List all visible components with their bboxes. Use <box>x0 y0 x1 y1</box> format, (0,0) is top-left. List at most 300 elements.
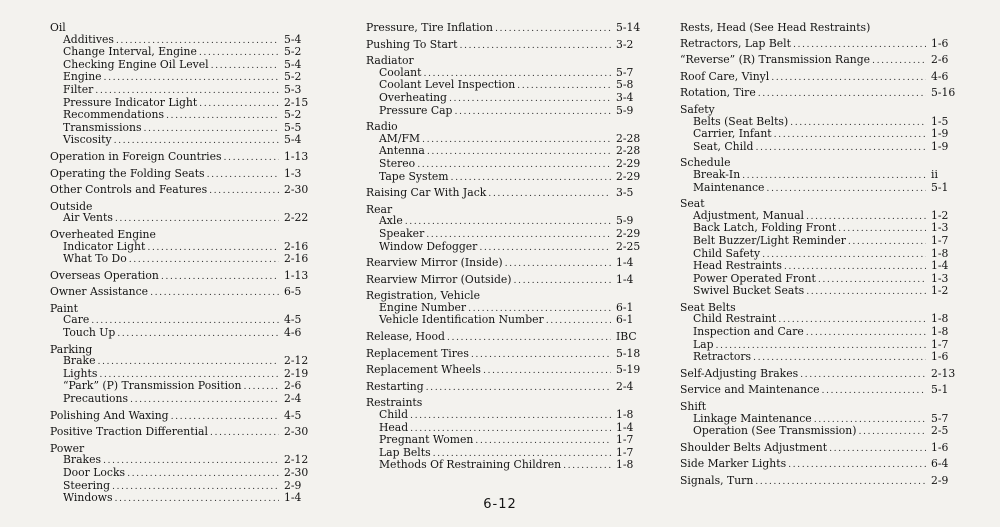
dot-leader <box>459 40 611 52</box>
page-number: 6-12 <box>483 497 517 512</box>
dot-leader <box>210 427 279 439</box>
index-entry <box>680 475 959 488</box>
index-entry <box>680 22 959 34</box>
dot-leader <box>166 110 279 122</box>
index-term: Coolant <box>379 65 422 79</box>
index-term: Steering <box>63 478 110 492</box>
index-term: Pressure Cap <box>379 103 453 117</box>
index-term: Replacement Tires <box>366 346 469 360</box>
page-reference: 5-2 <box>284 70 302 84</box>
dot-leader <box>762 249 926 261</box>
dot-leader <box>495 23 611 35</box>
page-reference: 5-4 <box>284 57 302 71</box>
page-reference: 2-16 <box>284 252 309 266</box>
page-reference: 1-3 <box>284 166 302 180</box>
index-subentry <box>50 46 312 59</box>
index-term: Lights <box>63 366 98 380</box>
page-reference: 3-4 <box>616 90 634 104</box>
page-reference: 1-7 <box>931 233 949 247</box>
dot-leader <box>171 411 279 423</box>
index-term: Engine Number <box>379 300 467 314</box>
index-term: Registration, Vehicle <box>366 289 480 303</box>
index-term: Seat Belts <box>680 300 736 314</box>
index-entry <box>366 274 644 287</box>
dot-leader <box>806 286 926 298</box>
page-reference: 1-9 <box>931 139 949 153</box>
index-term: Brakes <box>63 453 102 467</box>
dot-leader <box>410 410 611 422</box>
index-term: Child Safety <box>693 246 761 260</box>
page-reference: 5-1 <box>931 383 949 397</box>
index-term: Lap <box>693 337 714 351</box>
dot-leader <box>161 271 279 283</box>
dot-leader <box>822 385 926 397</box>
dot-leader <box>800 369 926 381</box>
page-reference: 5-2 <box>284 108 302 122</box>
index-entry-row <box>680 87 959 100</box>
index-entry <box>366 364 644 377</box>
index-term: Rotation, Tire <box>680 86 756 100</box>
dot-leader <box>475 435 611 447</box>
page-reference: 4-5 <box>284 313 302 327</box>
index-subentry <box>680 128 959 141</box>
index-entry-row <box>680 71 959 84</box>
index-entry-row <box>50 168 312 181</box>
page-reference: 6-5 <box>284 285 302 299</box>
index-heading <box>366 121 644 133</box>
page-reference: 5-8 <box>616 78 634 92</box>
page-reference: 4-6 <box>931 69 949 83</box>
index-entry <box>366 331 644 344</box>
index-entry <box>50 270 312 283</box>
index-term: Safety <box>680 102 715 116</box>
index-term: Oil <box>50 21 66 34</box>
index-entry-row <box>680 22 959 34</box>
dot-leader <box>422 134 611 146</box>
index-term: Antenna <box>379 144 425 158</box>
index-term: Rearview Mirror (Inside) <box>366 256 503 270</box>
page-reference: 5-16 <box>931 86 956 100</box>
dot-leader <box>147 242 279 254</box>
page-reference: 1-7 <box>616 433 634 447</box>
index-entry <box>680 384 959 397</box>
index-entry <box>50 344 312 406</box>
index-term: Stereo <box>379 156 416 170</box>
page-reference: 6-1 <box>616 313 634 327</box>
index-term: Seat, Child <box>693 139 754 153</box>
index-entry <box>50 286 312 299</box>
index-term: Restarting <box>366 379 424 393</box>
page-reference: 5-2 <box>284 45 302 59</box>
dot-leader <box>806 327 926 339</box>
page-reference: 2-30 <box>284 425 309 439</box>
index-term: Touch Up <box>63 326 116 340</box>
index-term: Rests, Head (See Head Restraints) <box>680 21 871 34</box>
index-entry <box>50 201 312 225</box>
dot-leader <box>829 443 926 455</box>
dot-leader <box>103 455 279 467</box>
index-term: Paint <box>50 301 78 315</box>
page-reference: 1-4 <box>616 256 634 270</box>
index-term: Air Vents <box>63 211 113 225</box>
index-entry-row <box>50 286 312 299</box>
index-entry-row <box>366 257 644 270</box>
index-term: Operation in Foreign Countries <box>50 149 222 163</box>
index-entry <box>366 204 644 253</box>
dot-leader <box>753 352 926 364</box>
index-subentry <box>50 467 312 480</box>
index-term: Retractors <box>693 350 752 364</box>
index-term: Window Defogger <box>379 239 478 253</box>
index-subentry <box>50 393 312 406</box>
dot-leader <box>771 72 926 84</box>
index-entry-row <box>366 274 644 287</box>
index-subentry <box>366 459 644 472</box>
page-reference: 1-7 <box>931 337 949 351</box>
page-reference: 2-30 <box>284 183 309 197</box>
index-term: Signals, Turn <box>680 474 754 487</box>
index-subentry <box>680 285 959 298</box>
index-term: Power Operated Front <box>693 271 816 285</box>
index-entry-row <box>366 187 644 200</box>
index-entry-row <box>366 22 644 35</box>
index-entry-row <box>366 381 644 394</box>
index-subentry <box>366 314 644 327</box>
dot-leader <box>127 468 279 480</box>
index-entry <box>680 104 959 153</box>
page-reference: 1-2 <box>931 284 949 298</box>
index-subentry <box>366 434 644 447</box>
index-entry-row <box>680 475 959 488</box>
page-reference: 2-9 <box>284 478 302 492</box>
page-reference: 6-4 <box>931 457 949 471</box>
index-term: Parking <box>50 342 93 356</box>
index-term: Engine <box>63 70 102 84</box>
index-entry <box>50 443 312 505</box>
page-reference: 2-22 <box>284 211 309 225</box>
index-entry-row <box>50 184 312 197</box>
index-subentry <box>680 169 959 182</box>
dot-leader <box>858 426 926 438</box>
page-reference: 1-7 <box>616 445 634 459</box>
index-subentry <box>50 109 312 122</box>
index-term: Overseas Operation <box>50 268 159 282</box>
dot-leader <box>144 123 279 135</box>
index-subentry <box>366 228 644 241</box>
dot-leader <box>774 129 926 141</box>
index-term: “Park” (P) Transmission Position <box>63 379 242 393</box>
index-term: Seat <box>680 197 705 211</box>
index-entry-row <box>680 458 959 471</box>
dot-leader <box>117 328 279 340</box>
index-term: Outside <box>50 199 93 213</box>
page-reference: 1-4 <box>616 420 634 434</box>
dot-leader <box>112 481 279 493</box>
dot-leader <box>449 93 611 105</box>
index-term: Restraints <box>366 396 423 410</box>
index-subentry <box>50 134 312 147</box>
index-term: Side Marker Lights <box>680 457 787 471</box>
index-entry <box>366 290 644 327</box>
index-entry <box>366 187 644 200</box>
dot-leader <box>766 183 926 195</box>
index-entry <box>50 151 312 164</box>
index-entry <box>680 302 959 364</box>
page-reference: 2-29 <box>616 156 641 170</box>
page-reference: 1-9 <box>931 127 949 141</box>
index-term: Change Interval, Engine <box>63 45 197 59</box>
index-entry <box>680 71 959 84</box>
index-subentry <box>50 253 312 266</box>
page-reference: 1-8 <box>931 246 949 260</box>
dot-leader <box>405 216 611 228</box>
dot-leader <box>224 152 279 164</box>
dot-leader <box>91 315 279 327</box>
index-term: Break-In <box>693 167 741 181</box>
page-reference: 1-6 <box>931 36 949 50</box>
page-reference: 5-9 <box>616 103 634 117</box>
index-term: Indicator Light <box>63 239 146 253</box>
page-reference: IBC <box>616 330 637 344</box>
page-reference: 4-6 <box>284 326 302 340</box>
page-reference: 2-6 <box>931 53 949 67</box>
dot-leader <box>115 213 279 225</box>
index-term: Overheating <box>379 90 447 104</box>
index-entry <box>50 168 312 181</box>
index-subentry <box>366 158 644 171</box>
index-term: Belts (Seat Belts) <box>693 114 789 128</box>
index-column-3 <box>680 22 959 492</box>
index-term: Pressure, Tire Inflation <box>366 21 494 34</box>
page-reference: 1-6 <box>931 350 949 364</box>
dot-leader <box>517 80 611 92</box>
index-term: Release, Hood <box>366 330 445 344</box>
index-entry <box>50 426 312 439</box>
index-term: Owner Assistance <box>50 285 149 299</box>
index-term: Adjustment, Manual <box>693 208 804 222</box>
dot-leader <box>788 459 926 471</box>
dot-leader <box>872 55 926 67</box>
index-subentry <box>680 351 959 364</box>
index-term: Viscosity <box>63 133 112 147</box>
index-term: Speaker <box>379 226 425 240</box>
index-entry <box>680 157 959 194</box>
index-subentry <box>50 327 312 340</box>
page-reference: 1-8 <box>931 325 949 339</box>
page-reference: 2-5 <box>931 424 949 438</box>
index-entry <box>680 458 959 471</box>
index-subentry <box>366 105 644 118</box>
index-subentry <box>50 355 312 368</box>
dot-leader <box>505 258 611 270</box>
page-reference: 2-15 <box>284 95 309 109</box>
dot-leader <box>114 135 279 147</box>
index-entry <box>366 257 644 270</box>
page-reference: 2-28 <box>616 131 641 145</box>
index-entry <box>680 54 959 67</box>
dot-leader <box>209 185 279 197</box>
index-term: Raising Car With Jack <box>366 186 487 200</box>
dot-leader <box>199 47 279 59</box>
dot-leader <box>426 382 611 394</box>
index-subentry <box>680 425 959 438</box>
index-entry <box>680 442 959 455</box>
page-reference: 5-5 <box>284 120 302 134</box>
page-reference: 2-6 <box>284 379 302 393</box>
index-entry-row <box>366 348 644 361</box>
index-term: Operation (See Transmission) <box>693 424 857 438</box>
dot-leader <box>447 332 611 344</box>
dot-leader <box>129 254 279 266</box>
dot-leader <box>563 460 611 472</box>
index-subentry <box>366 241 644 254</box>
index-term: Self-Adjusting Brakes <box>680 366 799 380</box>
index-term: Radiator <box>366 54 414 68</box>
index-subentry <box>366 409 644 422</box>
dot-leader <box>546 315 611 327</box>
index-term: Filter <box>63 82 94 96</box>
index-term: Transmissions <box>63 120 142 134</box>
page-reference: 2-29 <box>616 169 641 183</box>
index-term: Back Latch, Folding Front <box>693 221 837 235</box>
index-column-2 <box>366 22 644 476</box>
index-term: AM/FM <box>379 131 421 145</box>
page-reference: 5-1 <box>931 180 949 194</box>
index-entry-row <box>366 364 644 377</box>
index-term: Brake <box>63 354 96 368</box>
index-entry <box>366 121 644 183</box>
index-term: Overheated Engine <box>50 227 156 241</box>
page-reference: 2-30 <box>284 466 309 479</box>
index-subentry <box>50 212 312 225</box>
index-term: Axle <box>379 214 403 228</box>
page-reference: 2-25 <box>616 239 641 253</box>
index-entry-row <box>680 38 959 51</box>
index-term: Service and Maintenance <box>680 383 820 397</box>
dot-leader <box>793 39 926 51</box>
dot-leader <box>838 223 926 235</box>
dot-leader <box>848 236 926 248</box>
dot-leader <box>454 106 611 118</box>
page-reference: 1-3 <box>931 221 949 235</box>
index-term: Care <box>63 313 90 327</box>
index-term: Rear <box>366 202 393 216</box>
index-entry-row <box>680 384 959 397</box>
dot-leader <box>514 275 611 287</box>
index-term: Roof Care, Vinyl <box>680 69 770 83</box>
dot-leader <box>150 287 279 299</box>
page-reference: 1-13 <box>284 268 309 282</box>
index-term: Methods Of Restraining Children <box>379 458 562 472</box>
page-reference: 5-4 <box>284 133 302 147</box>
dot-leader <box>488 188 611 200</box>
page-reference: 2-4 <box>284 392 302 406</box>
dot-leader <box>417 159 611 171</box>
dot-leader <box>244 381 280 393</box>
index-term: Schedule <box>680 156 731 170</box>
index-term: Checking Engine Oil Level <box>63 57 209 71</box>
index-entry <box>366 348 644 361</box>
index-term: Tape System <box>379 169 449 183</box>
index-term: Head <box>379 420 409 434</box>
dot-leader <box>758 88 926 100</box>
page-reference: 1-13 <box>284 149 309 163</box>
index-heading <box>50 303 312 315</box>
page-reference: 1-4 <box>284 491 302 505</box>
dot-leader <box>427 146 611 158</box>
dot-leader <box>104 72 279 84</box>
index-entry <box>366 22 644 35</box>
page-reference: 1-6 <box>931 440 949 454</box>
index-column-1 <box>50 22 312 509</box>
page-reference: 2-19 <box>284 366 309 380</box>
page-reference: 5-7 <box>931 411 949 425</box>
page-reference: 5-7 <box>616 65 634 79</box>
page-reference: 5-19 <box>616 363 641 377</box>
index-term: Door Locks <box>63 466 126 479</box>
index-entry <box>366 55 644 117</box>
dot-leader <box>742 170 926 182</box>
dot-leader <box>207 169 279 181</box>
page-reference: 1-8 <box>616 408 634 422</box>
index-subentry <box>680 141 959 154</box>
index-term: Other Controls and Features <box>50 183 208 197</box>
index-term: Recommendations <box>63 108 165 122</box>
index-term: Lap Belts <box>379 445 431 459</box>
page-reference: 1-4 <box>931 259 949 273</box>
index-subentry <box>50 84 312 97</box>
dot-leader <box>211 60 279 72</box>
dot-leader <box>790 117 926 129</box>
index-entry-row <box>366 39 644 52</box>
index-term: Child <box>379 408 409 422</box>
index-entry <box>680 401 959 438</box>
index-subentry <box>680 182 959 195</box>
index-entry <box>50 184 312 197</box>
page-reference: 1-2 <box>931 208 949 222</box>
index-term: Power <box>50 441 85 455</box>
index-term: What To Do <box>63 252 127 266</box>
index-entry <box>366 397 644 472</box>
index-term: Windows <box>63 491 113 505</box>
index-entry <box>366 381 644 394</box>
index-entry-row <box>50 270 312 283</box>
page-reference: 1-8 <box>616 458 634 472</box>
index-entry <box>680 368 959 381</box>
page-reference: 2-12 <box>284 354 309 368</box>
page-reference: 2-4 <box>616 379 634 393</box>
page-reference: 3-5 <box>616 186 634 200</box>
index-heading <box>680 401 959 413</box>
dot-leader <box>784 261 926 273</box>
page-reference: 2-28 <box>616 144 641 158</box>
index-term: Linkage Maintenance <box>693 411 812 425</box>
page-reference: 2-9 <box>931 474 949 487</box>
dot-leader <box>755 142 926 154</box>
index-subentry <box>366 92 644 105</box>
index-entry-row <box>50 426 312 439</box>
index-entry <box>680 87 959 100</box>
page-reference: 2-29 <box>616 226 641 240</box>
index-entry <box>366 39 644 52</box>
page-reference: 2-12 <box>284 453 309 467</box>
page-reference: 4-5 <box>284 408 302 422</box>
index-term: Inspection and Care <box>693 325 804 339</box>
index-heading <box>680 104 959 116</box>
page-reference: 1-5 <box>931 114 949 128</box>
index-heading <box>366 204 644 216</box>
page-reference: 5-4 <box>284 32 302 46</box>
